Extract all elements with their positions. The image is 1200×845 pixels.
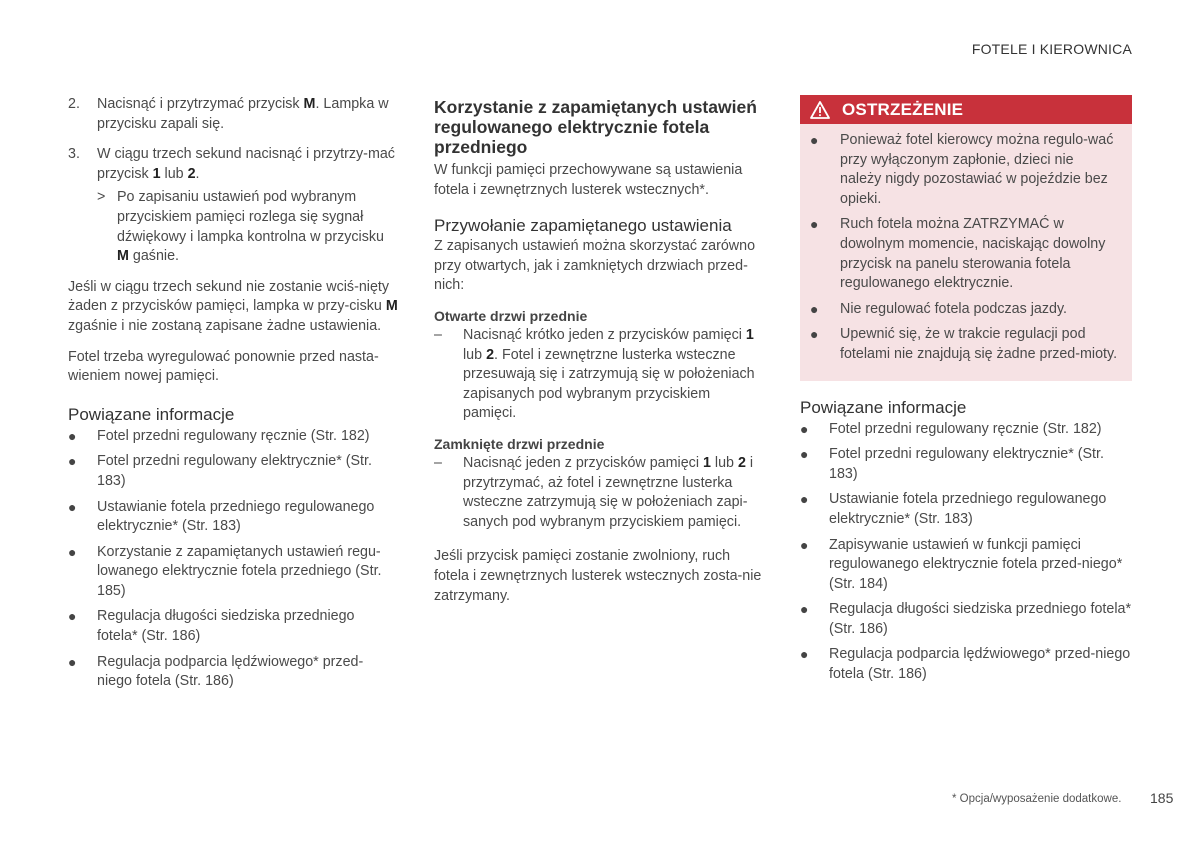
step-2	[68, 95, 398, 134]
page-number: 185	[1150, 790, 1174, 806]
related-link[interactable]	[68, 427, 398, 447]
related-list	[800, 420, 1132, 685]
key-label: M	[117, 248, 129, 265]
dash-marker: –	[434, 454, 442, 471]
warning-item	[810, 215, 1118, 293]
related-link[interactable]	[800, 420, 1132, 440]
open-doors-title: Otwarte drzwi przednie	[434, 307, 588, 324]
warning-list	[810, 131, 1118, 365]
result-arrow-icon: >	[97, 189, 106, 206]
intro-text: W funkcji pamięci przechowywane są ustawienia fotela i zewnętrznych lusterek wstecznych*.	[434, 162, 743, 198]
related-info-title: Powiązane informacje	[800, 397, 967, 417]
warning-item	[810, 300, 1118, 320]
step-body	[97, 145, 398, 267]
step-number: 3.	[68, 146, 80, 163]
warning-item-text: Upewnić się, że w trakcie regulacji pod fotelami nie znajdują się żadne przed-mioty.	[840, 326, 1118, 362]
recall-title: Przywołanie zapamiętanego ustawienia	[434, 216, 732, 236]
result-text	[117, 188, 398, 266]
closed-doors-title: Zamknięte drzwi przednie	[434, 435, 605, 452]
warning-item	[810, 325, 1118, 364]
warning-item	[810, 131, 1118, 209]
text-run: Jeśli w ciągu trzech sekund nie zostanie wciś-nięty żaden z przycisków pamięci, lampka w przy-cisku	[68, 278, 390, 315]
step-3	[68, 145, 398, 267]
open-doors-text	[463, 326, 767, 424]
related-link-text: Korzystanie z zapamiętanych ustawień regu-lowanego elektrycznie fotela przedniego (Str. 185)	[97, 543, 382, 599]
related-link[interactable]	[800, 536, 1132, 595]
warning-header	[800, 95, 1132, 124]
dash-marker: –	[434, 326, 442, 343]
text-run: zgaśnie i nie zostaną zapisane żadne ustawienia.	[68, 317, 382, 334]
warning-item-text: Nie regulować fotela podczas jazdy.	[840, 300, 1068, 317]
key-label: 1	[702, 454, 711, 471]
related-link[interactable]	[68, 653, 398, 692]
footnote: * Opcja/wyposażenie dodatkowe.	[952, 793, 1122, 805]
key-label: 1	[745, 326, 754, 343]
text-run: Po zapisaniu ustawień pod wybranym przyciskiem pamięci rozlega się sygnał dźwiękowy i lampka kontrolna w przycisku	[117, 189, 384, 245]
related-link[interactable]	[68, 607, 398, 646]
section-header: FOTELE I KIEROWNICA	[971, 41, 1132, 57]
text-run: i przytrzymać, aż fotel i zewnętrzne lusterka wsteczne zatrzymują się w położeniach zapi-sanych pod wybranym przyciskiem pamięci.	[463, 454, 754, 530]
warning-item-text: Ponieważ fotel kierowcy można regulo-wać przy wyłączonym zapłonie, dzieci nie należy nigdy pozostawiać w pojeździe bez opieki.	[840, 132, 1114, 207]
text-run: lub	[160, 165, 188, 182]
column-middle	[434, 95, 767, 606]
paragraph-timeout	[68, 278, 398, 337]
closed-doors-text	[463, 454, 767, 532]
column-left	[68, 95, 398, 698]
warning-title: OSTRZEŻENIE	[842, 99, 964, 119]
text-run: gaśnie.	[128, 248, 179, 265]
bullet-icon: ●	[800, 446, 809, 463]
bullet-icon: ●	[68, 427, 77, 444]
related-link-text: Regulacja długości siedziska przedniego fotela* (Str. 186)	[97, 608, 355, 645]
bullet-icon: ●	[810, 216, 819, 233]
open-doors-step	[434, 326, 767, 424]
related-link-text: Fotel przedni regulowany elektrycznie* (Str. 183)	[829, 446, 1104, 482]
related-link-text: Ustawianie fotela przedniego regulowanego elektrycznie* (Str. 183)	[829, 491, 1107, 527]
column-right	[800, 95, 1132, 691]
bullet-icon: ●	[68, 653, 77, 670]
text-run: lub	[710, 454, 738, 471]
warning-item-text: Ruch fotela można ZATRZYMAĆ w dowolnym momencie, naciskając dowolny przycisk na panelu sterowania fotela regulowanego elektrycznie.	[840, 216, 1106, 292]
related-link[interactable]	[800, 645, 1132, 684]
text-run: Nacisnąć i przytrzymać przycisk	[97, 96, 304, 112]
recall-text: Z zapisanych ustawień można skorzystać zarówno przy otwartych, jak i zamkniętych drzwiach przed-nich:	[434, 238, 756, 294]
bullet-icon: ●	[810, 300, 819, 317]
text-run: W ciągu trzech sekund nacisnąć i przytrzy-mać przycisk	[97, 146, 395, 182]
text-run: . Fotel i zewnętrzne lusterka wsteczne przesuwają się i zatrzymują się w położeniach zapisanych pod wybranym przyciskiem pamięci.	[463, 346, 755, 422]
warning-triangle-icon	[810, 101, 830, 119]
key-label: 2	[187, 165, 196, 182]
bullet-icon: ●	[68, 453, 77, 470]
related-link[interactable]	[800, 490, 1132, 529]
text-run: Nacisnąć jeden z przycisków pamięci	[463, 454, 703, 471]
paragraph-readjust: Fotel trzeba wyregulować ponownie przed nasta-wieniem nowej pamięci.	[68, 348, 379, 385]
bullet-icon: ●	[810, 326, 819, 343]
bullet-icon: ●	[68, 543, 77, 560]
related-link-text: Regulacja podparcia lędźwiowego* przed-niego fotela (Str. 186)	[829, 646, 1131, 683]
related-link[interactable]	[800, 600, 1132, 639]
bullet-icon: ●	[800, 536, 809, 553]
text-run: . Lampka w przycisku zapali się.	[97, 96, 389, 132]
related-info-title: Powiązane informacje	[68, 404, 235, 424]
step-result	[97, 188, 398, 266]
bullet-icon: ●	[810, 132, 819, 148]
bullet-icon: ●	[800, 420, 809, 437]
key-label: 2	[486, 346, 495, 363]
key-label: M	[303, 96, 316, 112]
step-number: 2.	[68, 96, 80, 112]
release-text: Jeśli przycisk pamięci zostanie zwolniony, ruch fotela i zewnętrznych lusterek wstecznych zosta-nie zatrzymany.	[434, 548, 762, 604]
related-link-text: Fotel przedni regulowany ręcznie (Str. 182)	[97, 427, 370, 444]
warning-box	[800, 95, 1132, 381]
key-label: M	[385, 298, 398, 315]
related-link[interactable]	[68, 498, 398, 537]
related-link[interactable]	[68, 543, 398, 602]
related-link[interactable]	[68, 452, 398, 491]
closed-doors-step	[434, 454, 767, 532]
related-link-text: Zapisywanie ustawień w funkcji pamięci regulowanego elektrycznie fotela przed-niego* (Str. 184)	[829, 536, 1123, 592]
section-title: Korzystanie z zapamiętanych ustawień regulowanego elektrycznie fotela przedniego	[434, 97, 757, 157]
bullet-icon: ●	[68, 498, 77, 515]
related-link-text: Regulacja podparcia lędźwiowego* przed-niego fotela (Str. 186)	[97, 653, 364, 690]
key-label: 1	[152, 165, 161, 182]
related-list	[68, 427, 398, 692]
step-text	[97, 95, 398, 134]
text-run: Nacisnąć krótko jeden z przycisków pamięci	[463, 326, 746, 343]
related-link-text: Fotel przedni regulowany ręcznie (Str. 182)	[829, 420, 1102, 437]
warning-body	[800, 124, 1132, 381]
related-link-text: Ustawianie fotela przedniego regulowanego elektrycznie* (Str. 183)	[97, 498, 375, 535]
bullet-icon: ●	[68, 608, 77, 625]
bullet-icon: ●	[800, 646, 809, 663]
text-run: .	[195, 165, 200, 182]
text-run: lub	[463, 346, 487, 363]
key-label: 2	[737, 454, 746, 471]
step-text	[97, 145, 398, 184]
related-link-text: Fotel przedni regulowany elektrycznie* (Str. 183)	[97, 453, 372, 489]
bullet-icon: ●	[800, 491, 809, 508]
bullet-icon: ●	[800, 601, 809, 618]
related-link[interactable]	[800, 445, 1132, 484]
related-link-text: Regulacja długości siedziska przedniego fotela* (Str. 186)	[829, 601, 1132, 637]
